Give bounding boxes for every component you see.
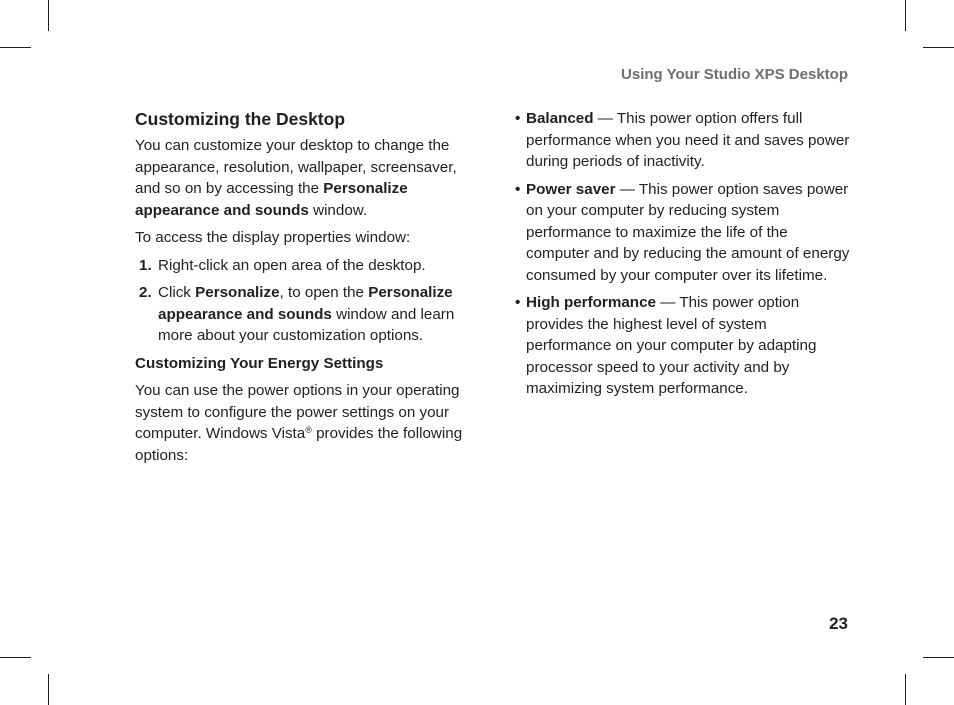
list-item: • Power saver — This power option saves power on your computer by reducing system performance to maximize the life of the computer and by reducing the amount of energy consumed by your computer over its lifetime. xyxy=(515,180,850,284)
crop-mark-top-left-v xyxy=(48,0,49,31)
list-item: • High performance — This power option provides the highest level of system performance on your computer by adapting processor speed to your activity and by maximizing system performance. xyxy=(515,294,817,397)
list-item: • Balanced — This power option offers full performance when you need it and saves power during periods of inactivity. xyxy=(515,110,850,170)
step-item: 2. Click Personalize, to open the Personalize appearance and sounds window and learn more about your customization options. xyxy=(139,284,455,344)
energy-paragraph: You can use the power options in your operating system to configure the power settings on your computer. Windows Vista® provides the following options: xyxy=(135,382,463,464)
bullet-icon: • xyxy=(515,294,521,311)
option-term: High performance xyxy=(526,294,656,311)
crop-mark-top-right-v xyxy=(905,0,906,31)
section-title: Customizing the Desktop xyxy=(135,109,346,129)
step-number: 2. xyxy=(139,284,152,301)
crop-mark-top-left-h xyxy=(0,47,31,48)
crop-mark-bottom-right-v xyxy=(905,674,906,705)
option-term: Balanced xyxy=(526,110,594,127)
option-term: Power saver xyxy=(526,180,616,198)
bullet-icon: • xyxy=(515,110,521,127)
access-instruction: To access the display properties window: xyxy=(135,229,411,246)
left-column xyxy=(135,108,485,472)
intro-paragraph: You can customize your desktop to change the appearance, resolution, wallpaper, screensaver, and so on by accessing the Personalize appearance and sounds window. xyxy=(135,137,457,219)
crop-mark-bottom-left-v xyxy=(48,674,49,705)
page-number: 23 xyxy=(829,614,848,633)
crop-mark-top-right-h xyxy=(923,47,954,48)
step-text: Right-click an open area of the desktop. xyxy=(158,256,426,274)
crop-mark-bottom-right-h xyxy=(923,657,954,658)
ui-term-personalize: Personalize appearance and sounds xyxy=(135,180,408,219)
bullet-icon: • xyxy=(515,180,521,198)
step-number: 1. xyxy=(139,256,152,274)
running-header: Using Your Studio XPS Desktop xyxy=(621,66,848,83)
steps-list xyxy=(135,255,485,347)
power-options-list xyxy=(510,108,855,400)
subsection-heading: Customizing Your Energy Settings xyxy=(135,354,384,372)
right-column xyxy=(510,108,855,406)
registered-mark: ® xyxy=(305,425,312,435)
step-item xyxy=(135,255,485,277)
crop-mark-bottom-left-h xyxy=(0,657,31,658)
